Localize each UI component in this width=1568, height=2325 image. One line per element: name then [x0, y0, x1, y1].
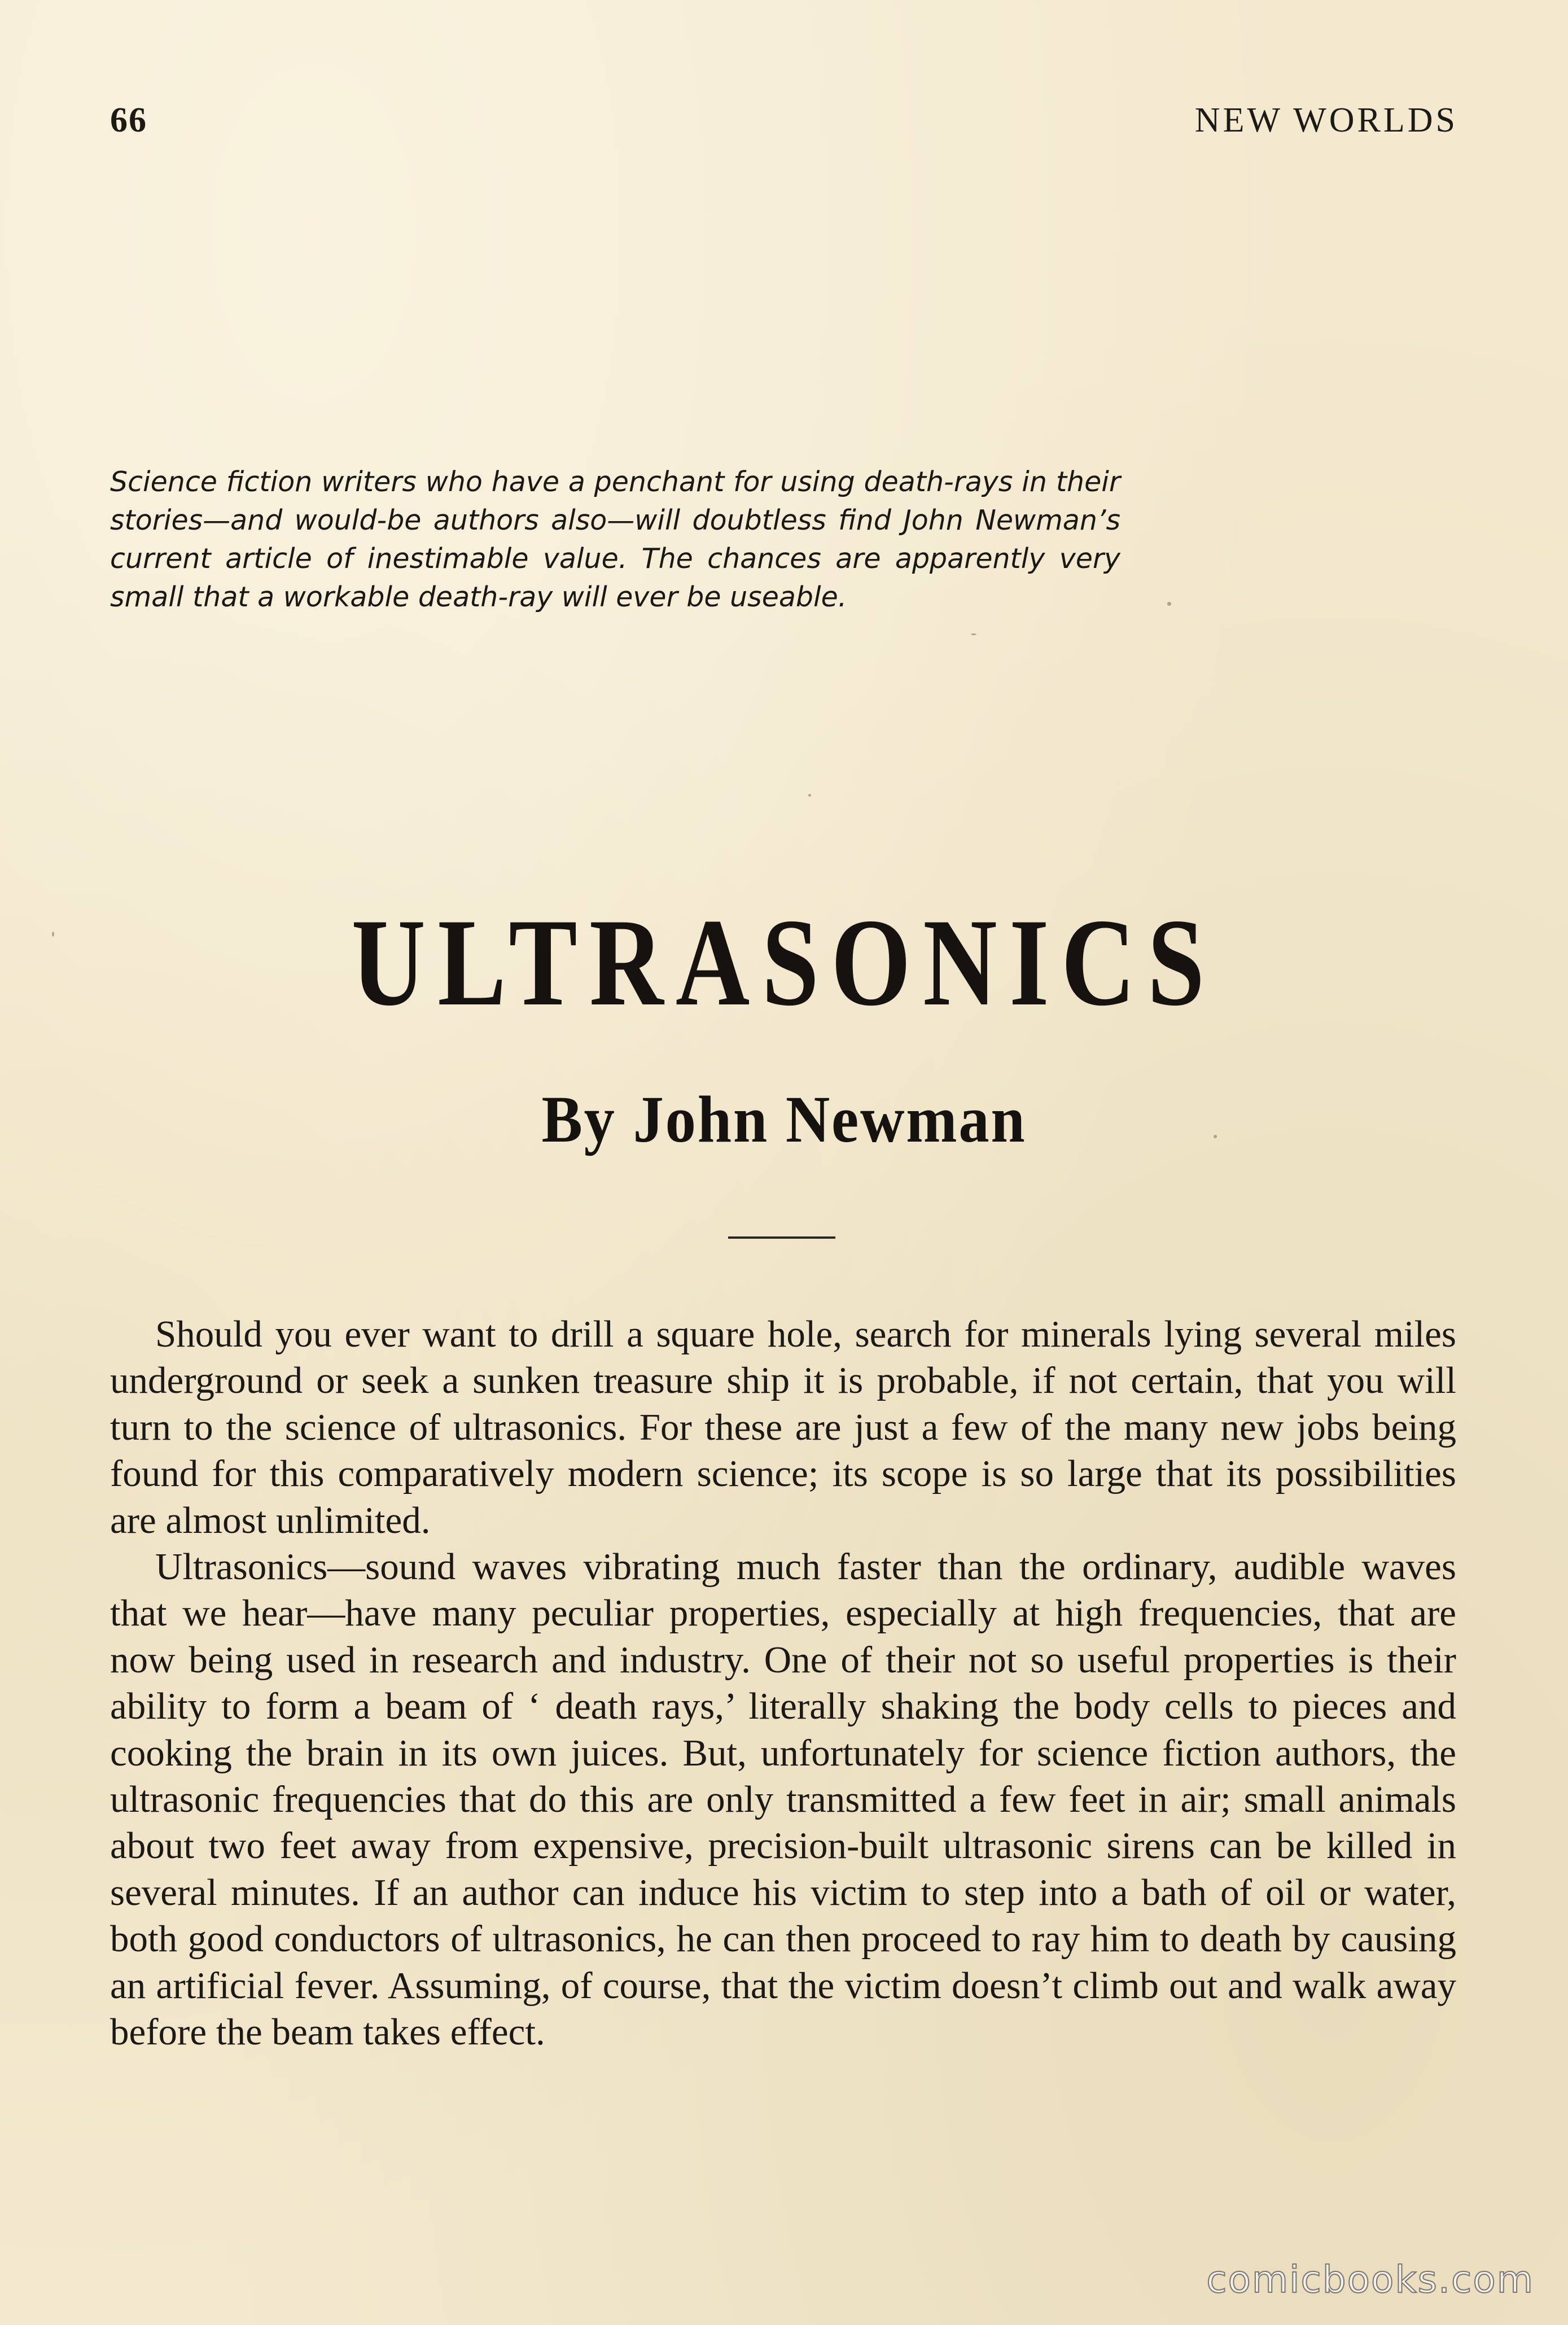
- body-paragraph: Ultrasonics—sound waves vibrating much faster than the ordinary, audible waves that we hear—have many peculiar properties, especially at high frequencies, that are now being used in research and industry. One of their not so useful properties is their ability to form a beam of ‘ death rays,’ literally shaking the body cells to pieces and cooking the brain in its own juices. But, unfortunately for science fiction authors, the ultrasonic frequencies that do this are only transmitted a few feet in air; small animals about two feet away from expensive, precision-built ultrasonic sirens can be killed in several minutes. If an author can induce his victim to step into a bath of oil or water, both good conductors of ultrasonics, he can then proceed to ray him to death by causing an artificial fever. Assuming, of course, that the victim doesn’t climb out and walk away before the beam takes effect.: [110, 1546, 1456, 2053]
- paper-speck: [971, 633, 976, 635]
- magazine-title: NEW WORLDS: [1194, 101, 1458, 139]
- watermark: comicbooks.com: [1206, 2258, 1534, 2301]
- article-byline: By John Newman: [541, 1082, 1027, 1156]
- article-body: [110, 1311, 1456, 2056]
- paper-speck: [1167, 602, 1171, 606]
- paper-speck: [52, 932, 54, 937]
- title-divider: [728, 1236, 835, 1239]
- article-blurb: Science fiction writers who have a penchant for using death-rays in their stories—and would-be authors also—will doubtless find John Newman’s current article of inestimable value. The chances are apparently very small that a workable death-ray will ever be useable.: [110, 466, 1120, 613]
- page-number: 66: [110, 101, 147, 139]
- paper-speck: [1214, 1135, 1217, 1138]
- article-title: ULTRASONICS: [351, 893, 1217, 1032]
- body-paragraph: Should you ever want to drill a square hole, search for minerals lying several miles underground or seek a sunken treasure ship it is probable, if not certain, that you will turn to the science of ultrasonics. For these are just a few of the many new jobs being found for this comparatively modern science; its scope is so large that its possibilities are almost unlimited.: [110, 1313, 1456, 1541]
- paper-speck: [808, 794, 811, 797]
- running-head: [110, 100, 1458, 151]
